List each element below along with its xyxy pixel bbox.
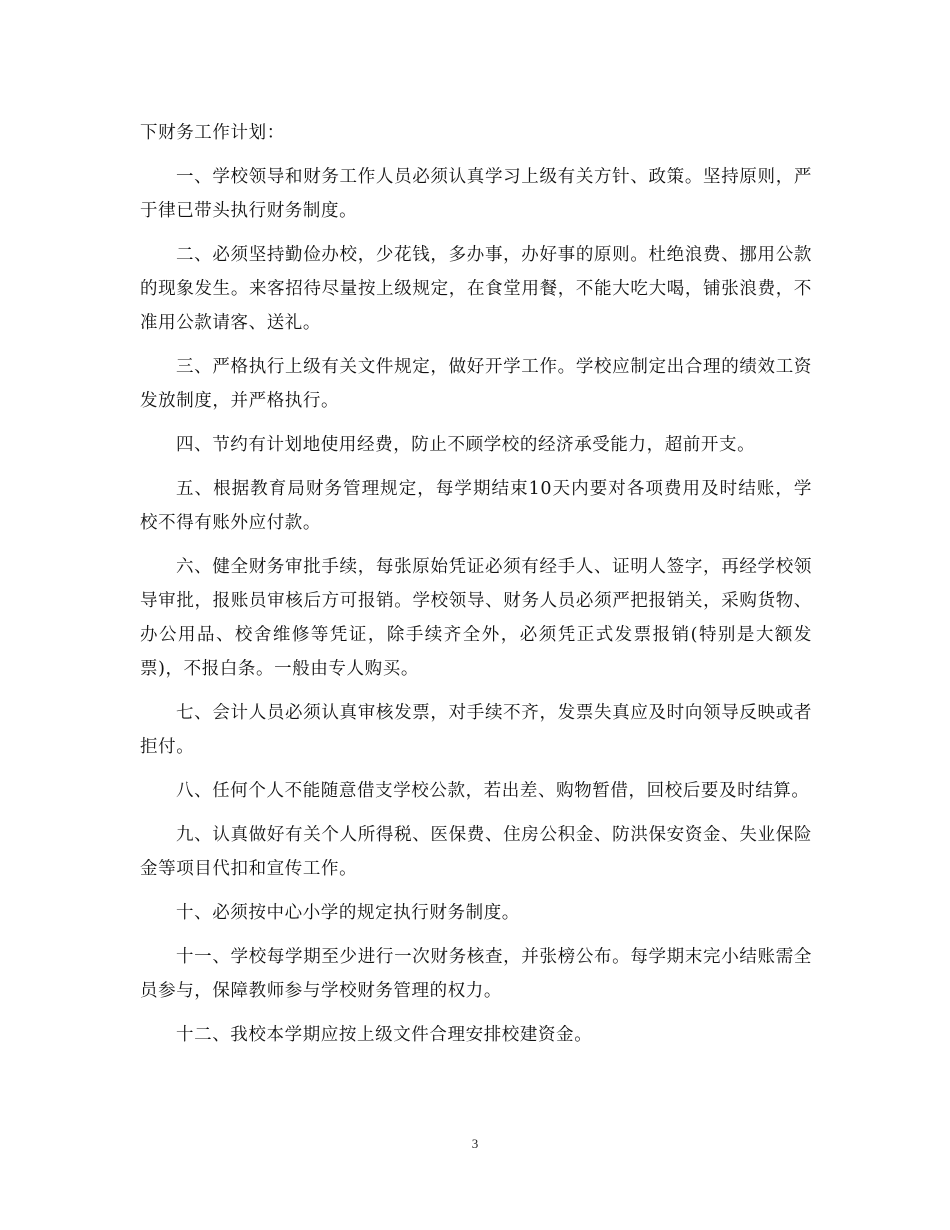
- paragraph-2: 二、必须坚持勤俭办校，少花钱，多办事，办好事的原则。杜绝浪费、挪用公款的现象发生。来客招待尽量按上级规定，在食堂用餐，不能大吃大喝，铺张浪费，不准用公款请客、送礼。: [140, 245, 812, 333]
- paragraph-3: 三、严格执行上级有关文件规定，做好开学工作。学校应制定出合理的绩效工资发放制度，并严格执行。: [140, 357, 812, 411]
- paragraph-8: 八、任何个人不能随意借支学校公款，若出差、购物暂借，回校后要及时结算。: [176, 781, 810, 801]
- paragraph-6: 六、健全财务审批手续，每张原始凭证必须有经手人、证明人签字，再经学校领导审批，报账员审核后方可报销。学校领导、财务人员必须严把报销关，采购货物、办公用品、校舍维修等凭证，除手续齐全外，必须凭正式发票报销(特别是大额发票)，不报白条。一般由专人购买。: [140, 557, 812, 679]
- paragraph-1: 一、学校领导和财务工作人员必须认真学习上级有关方针、政策。坚持原则，严于律已带头执行财务制度。: [140, 167, 812, 221]
- document-body: [140, 116, 812, 1062]
- paragraph-12: 十二、我校本学期应按上级文件合理安排校建资金。: [176, 1025, 593, 1045]
- paragraph-10: 十、必须按中心小学的规定执行财务制度。: [176, 903, 520, 923]
- paragraph-7: 七、会计人员必须认真审核发票，对手续不齐，发票失真应及时向领导反映或者拒付。: [140, 703, 812, 757]
- heading-line: 下财务工作计划：: [140, 123, 285, 143]
- paragraph-11: 十一、学校每学期至少进行一次财务核查，并张榜公布。每学期末完小结账需全员参与，保障教师参与学校财务管理的权力。: [140, 947, 812, 1001]
- paragraph-5: 五、根据教育局财务管理规定，每学期结束10天内要对各项费用及时结账，学校不得有账外应付款。: [140, 479, 812, 533]
- paragraph-4: 四、节约有计划地使用经费，防止不顾学校的经济承受能力，超前开支。: [176, 435, 756, 455]
- paragraph-9: 九、认真做好有关个人所得税、医保费、住房公积金、防洪保安资金、失业保险金等项目代扣和宣传工作。: [140, 825, 812, 879]
- page-number: 3: [471, 1136, 479, 1151]
